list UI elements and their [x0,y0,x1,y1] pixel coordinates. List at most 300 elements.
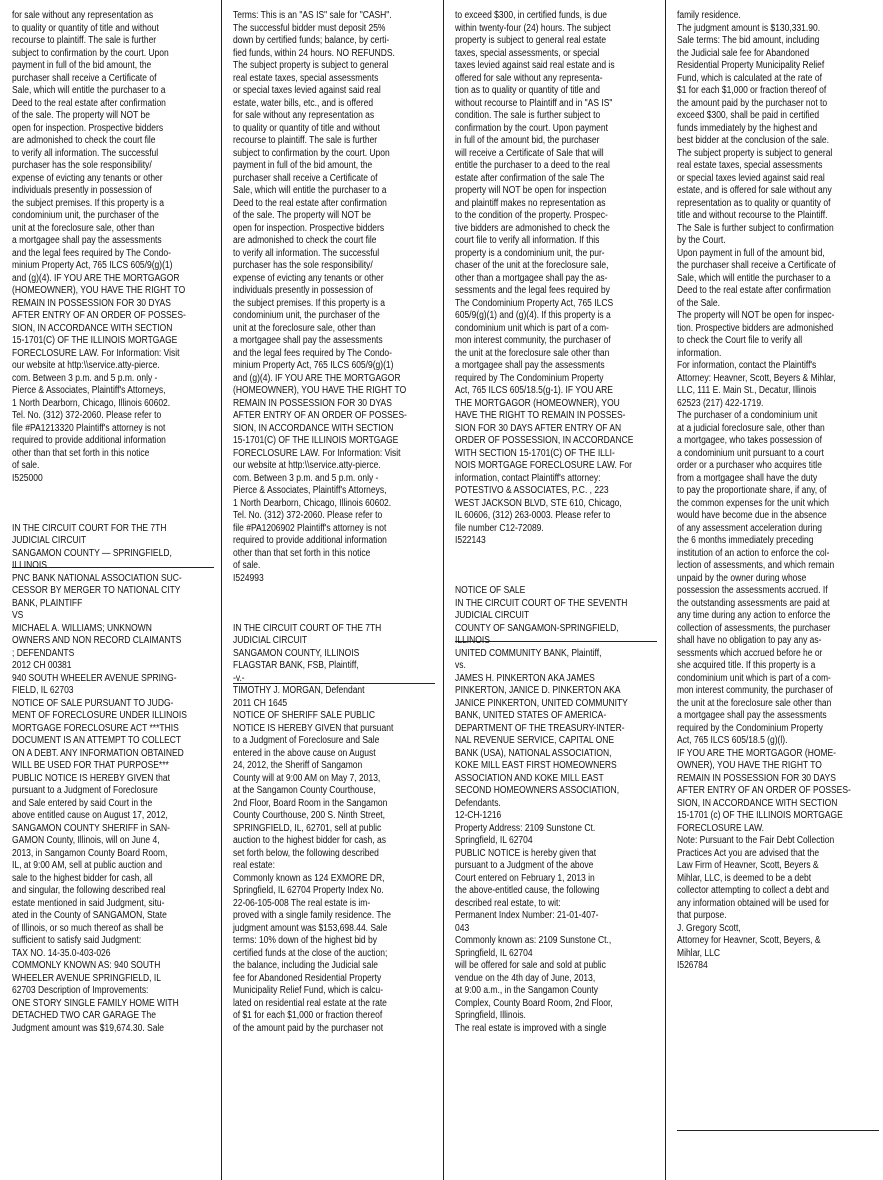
text-line: the 6 months immediately preceding [677,535,814,546]
text-line: PNC BANK NATIONAL ASSOCIATION SUC- [12,572,182,584]
text-line: the above-entitled cause, the following [455,885,600,896]
text-line: of the amount paid by the purchaser not [233,1022,384,1034]
text-line: proved with a single family residence. The [233,910,391,921]
text-line: certified funds at the close of the auction; [233,947,388,959]
text-line: to quality or quantity of title and without [233,122,380,134]
text-line: IN THE CIRCUIT COURT OF THE 7TH [233,622,382,634]
text-line: REMAIN IN POSSESSION FOR 30 DAYS [677,772,836,784]
text-line: Defendants. [455,797,501,809]
text-line: Court entered on February 1, 2013 in [455,872,595,884]
text-line [12,498,214,511]
text-line: 2011 CH 1645 [233,697,288,709]
text-line: 2013, in Sangamon County Board Room, [12,847,168,859]
text-line: title and without recourse to the Plaintiff. [677,210,828,221]
text-line: of the sale. The property will NOT be [12,110,151,121]
text-line: a mortgagee shall pay the assessments [455,360,605,371]
text-line: FLAGSTAR BANK, FSB, Plaintiff, [233,660,359,671]
text-line: COUNTY OF SANGAMON-SPRINGFIELD, [455,622,619,634]
column-divider [443,0,444,1180]
text-line: HAVE THE RIGHT TO REMAIN IN POSSES- [455,410,626,421]
text-line: the Judicial sale fee for Abandoned [677,47,810,59]
text-line: collection of assessments, the purchaser [677,622,831,634]
text-line: 24, 2012, the Sheriff of Sangamon [233,760,363,771]
text-line: information, contact Plaintiff's attorney: [455,472,601,484]
text-line: described real estate, to wit: [455,897,561,909]
text-line: to check the Court file to verify all [677,335,803,346]
text-line: chaser of the unit at the foreclosure sale, [455,260,609,271]
text-line: required to provide additional information [233,535,387,546]
column-divider [665,0,666,1180]
text-line: NOTICE OF SHERIFF SALE PUBLIC [233,710,376,721]
text-line: ONE STORY SINGLE FAMILY HOME WITH [12,997,179,1009]
text-line: JUDICIAL CIRCUIT [233,635,308,646]
text-line: file #PA1213320 Plaintiff's attorney is not [12,422,166,434]
text-line: from a mortgagee shall have the duty [677,472,818,484]
text-line: other than a mortgagee shall pay the as- [455,272,608,284]
text-line: Terms: This is an "AS IS" sale for "CASH". [233,10,392,21]
text-line: are admonished to check the court file [12,135,156,146]
text-line: Pierce & Associates, Plaintiff's Attorneys, [233,485,387,496]
text-line: ASSOCIATION AND KOKE MILL EAST [455,772,604,784]
text-line: tion. Prospective bidders are admonished [677,322,834,334]
text-line: GAMON County, Illinois, will on June 4, [12,835,160,846]
text-line: and the legal fees required by The Condo- [12,247,171,259]
text-line: Permanent Index Number: 21-01-407- [455,910,599,921]
text-line: (HOMEOWNER), YOU HAVE THE RIGHT TO [233,385,407,396]
text-line: confirmation by the court. Upon payment [455,122,608,134]
text-line: Deed to the real estate after confirmation [677,285,831,296]
text-line: AFTER ENTRY OF AN ORDER OF POSSES- [12,310,186,321]
text-line: that purpose. [677,910,727,921]
text-line: THE MORTGAGOR (HOMEOWNER), YOU [455,397,620,409]
text-line: REMAIN IN POSSESSION FOR 30 DYAS [233,397,392,409]
text-line: (HOMEOWNER), YOU HAVE THE RIGHT TO [12,285,186,296]
text-line: County Courthouse, 200 S. Ninth Street, [233,810,386,821]
text-line: JUDICIAL CIRCUIT [455,610,530,621]
text-line: for sale without any representation as [12,10,154,21]
text-line: will be offered for sale and sold at public [455,960,606,971]
text-line: Commonly known as 124 EXMORE DR, [233,872,385,884]
text-line: JAMES H. PINKERTON AKA JAMES [455,672,595,684]
notice-separator [677,1130,879,1131]
text-line: she acquired title. If this property is a [677,660,816,671]
text-line: Tel. No. (312) 372-2060. Please refer to [12,410,162,421]
text-line: TAX NO. 14-35.0-403-026 [12,947,111,959]
text-line: 15-1701(C) OF THE ILLINOIS MORTGAGE [12,335,178,346]
text-line: BANK (USA), NATIONAL ASSOCIATION, [455,747,612,759]
text-line: OWNERS AND NON RECORD CLAIMANTS [12,635,182,646]
text-line: NOTICE IS HEREBY GIVEN that pursuant [233,722,394,734]
text-line: Tel. No. (312) 372-2060. Please refer to [233,510,383,521]
text-line: Residential Property Municipality Relief [677,60,825,71]
text-line: purchaser shall receive a Certificate of [12,72,157,84]
text-line: Springfield, IL 62704 [455,835,533,846]
text-line: COMMONLY KNOWN AS: 940 SOUTH [12,960,161,971]
text-line: IL, at 9:00 AM, sell at public auction and [12,860,163,871]
text-line: DEPARTMENT OF THE TREASURY-INTER- [455,722,625,734]
text-line: Fund, which is calculated at the rate of [677,72,822,84]
text-line: For information, contact the Plaintiff's [677,360,817,371]
text-line: of sale. [12,460,40,471]
text-line: Municipality Relief Fund, which is calcu- [233,985,384,996]
text-line: The successful bidder must deposit 25% [233,22,386,34]
text-line: SION, IN ACCORDANCE WITH SECTION [12,322,173,334]
text-line: Springfield, IL 62704 Property Index No. [233,885,384,896]
text-line: REMAIN IN POSSESSION FOR 30 DYAS [12,297,171,309]
text-line: the purchaser shall receive a Certificate of [677,260,836,271]
text-line: 22-06-105-008 The real estate is im- [233,897,371,909]
text-line: Sale, which will entitle the purchaser to a [12,85,166,96]
text-line: a mortgagee shall pay the assessments [233,335,383,346]
text-line: at 9:00 a.m., in the Sangamon County [455,985,599,996]
text-line: our website at http:\\service.atty-pierce. [233,460,381,471]
text-line: of the Sale. [677,297,720,309]
text-line: to a Judgment of Foreclosure and Sale [233,735,380,746]
text-line: sessments which accrued before he or [677,647,823,659]
text-line: and singular, the following described real [12,885,166,896]
text-line: property is subject to general real estate [455,35,607,46]
text-line: at a judicial foreclosure sale, other than [677,422,825,434]
text-line: SANGAMON COUNTY, ILLINOIS [233,647,360,659]
text-line: minium Property Act, 765 ILCS 605/9(g)(1) [233,360,394,371]
text-line: estate after confirmation of the sale The [455,172,605,184]
text-line: will receive a Certificate of Sale that will [455,147,604,159]
text-line: recourse to plaintiff. The sale is further [12,35,157,46]
text-line: court file to verify all information. If this [455,235,600,246]
text-line: offered for sale without any representa- [455,72,603,84]
text-line: exceed $300, shall be paid in certified [677,110,820,121]
text-line: required by The Condominium Property [455,372,604,384]
text-line: entitle the purchaser to a deed to the real [455,160,610,171]
text-line: JANICE PINKERTON, UNITED COMMUNITY [455,697,628,709]
text-line: payment in full of the bid amount, the [12,60,152,71]
text-line: purchaser has the sole responsibility/ [233,260,373,271]
text-line: vendue on the 4th day of June, 2013, [455,972,596,984]
text-line [12,510,214,523]
text-line: 15-1701(C) OF THE ILLINOIS MORTGAGE [233,435,399,446]
text-line: subject to confirmation by the court. Upon [233,147,390,159]
text-line: 1 North Dearborn, Chicago, Illinois 60602. [233,497,392,509]
text-line: The subject property is subject to general [677,147,833,159]
text-line: VS [12,610,24,621]
text-line: 15-1701 (c) OF THE ILLINOIS MORTGAGE [677,810,843,821]
text-line: expense of evicting any tenants or other [233,272,384,284]
text-line: com. Between 3 p.m. and 5 p.m. only - [233,472,379,484]
text-line: Act, 765 ILCS 605/18.5(g-1). IF YOU ARE [455,385,613,396]
text-line: condominium unit which is part of a com- [677,672,831,684]
text-line: real estate: [233,860,276,871]
text-line: pursuant to a Judgment of Foreclosure [12,785,158,796]
text-line: tive bidders are admonished to check the [455,222,610,234]
text-line [455,548,657,561]
text-line: real estate taxes, special assessments [233,72,379,84]
text-line: and Sale entered by said Court in the [12,797,153,809]
text-line: SECOND HOMEOWNERS ASSOCIATION, [455,785,620,796]
text-line: I524993 [233,572,264,584]
text-line: ORDER OF POSSESSION, IN ACCORDANCE [455,435,634,446]
text-line: would have become due in the absence [677,510,827,521]
text-line: SPRINGFIELD, IL, 62701, sell at public [233,822,382,834]
text-line: The judgment amount is $130,331.90. [677,22,821,34]
text-line: ated in the County of SANGAMON, State [12,910,167,921]
text-line: file #PA1206902 Plaintiff's attorney is not [233,522,387,534]
text-line: BANK, PLAINTIFF [12,597,83,609]
text-line: I525000 [12,472,43,484]
text-line: purchaser has the sole responsibility/ [12,160,152,171]
text-line: 62523 (217) 422-1719. [677,397,764,409]
text-line: FORECLOSURE LAW. For Information: Visit [12,347,180,359]
text-line: Upon payment in full of the amount bid, [677,247,825,259]
text-line: of sale. [233,560,261,571]
text-line: fee for Abandoned Residential Property [233,972,382,984]
text-line: I526784 [677,960,708,971]
text-line: Pierce & Associates, Plaintiff's Attorneys, [12,385,166,396]
text-line: sufficient to satisfy said Judgment: [12,935,142,946]
text-line: payment in full of the bid amount, the [233,160,373,171]
text-line: collector attempting to collect a debt and [677,885,830,896]
text-line: condominium unit which is part of a com- [455,322,609,334]
text-line: property is a condominium unit, the pur- [455,247,605,259]
column-4 [677,10,879,973]
text-line: a condominium unit pursuant to a court [677,447,824,459]
text-line: of Illinois, or so much thereof as shall be [12,922,164,934]
text-line: order or a purchaser who acquires title [677,460,822,471]
text-line: condition. The sale is further subject to [455,110,601,121]
text-line: terms: 10% down of the highest bid by [233,935,377,946]
text-line: to verify all information. The successful [12,147,159,159]
text-line: a mortgagee shall pay the assessments [677,710,827,721]
text-line: estate, water bills, etc., and is offered [233,97,374,109]
text-line: Practices Act you are advised that the [677,847,820,859]
text-line: other than that set forth in this notice [12,447,150,459]
text-line: sale to the highest bidder for cash, all [12,872,153,884]
text-line: ILLINOIS [12,560,47,571]
text-line: required to provide additional information [12,435,166,446]
text-line: and (g)(4). IF YOU ARE THE MORTGAGOR [12,272,180,284]
text-line: Deed to the real estate after confirmation [233,197,387,209]
text-line: the common expenses for the unit which [677,497,830,509]
text-line: Sale, which will entitle the purchaser to a [233,185,387,196]
text-line: Attorney: Heavner, Scott, Beyers & Mihlar, [677,372,836,384]
text-line: open for inspection. Prospective bidders [12,122,164,134]
text-line: estate, and is offered for sale without any [677,185,832,196]
text-line: subject to confirmation by the court. Upon [12,47,169,59]
text-line: required by the Condominium Property [677,722,823,734]
text-line: mon interest community, the purchaser of [677,685,833,696]
text-line: our website at http:\\service.atty-pierce. [12,360,160,371]
text-line: are admonished to check the court file [233,235,377,246]
text-line: sessments and the legal fees required by [455,285,610,296]
text-line: or special taxes levied against said real [677,172,825,184]
text-line: Act, 765 ILCS 605/18.5 (g)(l). [677,735,788,746]
text-line: 2nd Floor, Board Room in the Sangamon [233,797,388,809]
text-line: Mihlar, LLC, is deemed to be a debt [677,872,812,884]
text-line [455,560,657,573]
text-line: MENT OF FORECLOSURE UNDER ILLINOIS [12,710,187,721]
text-line: of $1 for each $1,000 or fraction thereof [233,1010,383,1021]
text-line: to the condition of the property. Prospec- [455,210,608,221]
text-line: NAL REVENUE SERVICE, CAPITAL ONE [455,735,615,746]
text-line: the balance, including the Judicial sale [233,960,378,971]
text-line: TIMOTHY J. MORGAN, Defendant [233,685,365,696]
text-line: 043 [455,922,470,934]
column-divider [221,0,222,1180]
text-line: AFTER ENTRY OF AN ORDER OF POSSES- [677,785,851,796]
text-line: MORTGAGE FORECLOSURE ACT ***THIS [12,722,179,734]
text-line: judgment amount was $153,698.44. Sale [233,922,388,934]
text-line: down by certified funds; balance, by certi- [233,35,390,46]
text-line: ON A DEBT. ANY INFORMATION OBTAINED [12,747,184,759]
text-line: open for inspection. Prospective bidders [233,222,385,234]
text-line: other than that set forth in this notice [233,547,371,559]
text-line: Attorney for Heavner, Scott, Beyers, & [677,935,821,946]
text-line: FIELD, IL 62703 [12,685,74,696]
text-line: I522143 [455,535,486,546]
text-line: 62703 Description of Improvements: [12,985,149,996]
text-line: MICHAEL A. WILLIAMS; UNKNOWN [12,622,152,634]
text-line: WHEELER AVENUE SPRINGFIELD, IL [12,972,161,984]
text-line: possession the assessments accrued. If [677,585,828,596]
text-line: 12-CH-1216 [455,810,502,821]
text-line: Judgment amount was $19,674.30. Sale [12,1022,165,1034]
text-line: for sale without any representation as [233,110,375,121]
text-line: com. Between 3 p.m. and 5 p.m. only - [12,372,158,384]
text-line: the outstanding assessments are paid at [677,597,830,609]
text-line: unit at the foreclosure sale, other than [12,222,155,234]
text-line: and the legal fees required by The Condo- [233,347,392,359]
text-line: real estate taxes, special assessments [677,160,823,171]
text-line: Springfield, IL 62704 [455,947,533,959]
text-line: WILL BE USED FOR THAT PURPOSE*** [12,760,169,771]
text-line: information. [677,347,722,359]
text-line: vs. [455,660,466,671]
text-line: expense of evicting any tenants or other [12,172,163,184]
text-line: FORECLOSURE LAW. [677,822,764,834]
text-line: taxes, special assessments, or special [455,47,600,59]
text-line: 1 North Dearborn, Chicago, Illinois 60602. [12,397,171,409]
text-line: condominium unit, the purchaser of the [233,310,380,321]
text-line: SION, IN ACCORDANCE WITH SECTION [677,797,838,809]
text-line: or special taxes levied against said real [233,85,381,96]
text-line: IL 60606, (312) 263-0003. Please refer to [455,510,611,521]
text-line: UNITED COMMUNITY BANK, Plaintiff, [455,647,602,659]
text-line: without recourse to Plaintiff and in "AS IS" [455,97,613,109]
text-line: DOCUMENT IS AN ATTEMPT TO COLLECT [12,735,182,746]
text-line [455,573,657,586]
text-line: individuals presently in possession of [233,285,373,296]
text-line: file number C12-72089. [455,522,544,534]
text-line: County will at 9:00 AM on May 7, 2013, [233,772,381,784]
text-line [233,598,435,611]
text-line: of any assessment acceleration during [677,522,822,534]
text-line: the subject premises. If this property is a [233,297,385,309]
text-line: IN THE CIRCUIT COURT OF THE SEVENTH [455,597,628,609]
text-line: purchaser shall receive a Certificate of [233,172,378,184]
text-line: Deed to the real estate after confirmation [12,97,166,109]
text-line: condominium unit, the purchaser of the [12,210,159,221]
text-line: to verify all information. The successful [233,247,380,259]
text-line: in full of the amount bid, the purchaser [455,135,600,146]
text-line: set forth below, the following described [233,847,379,859]
text-line: LLC, 111 E. Main St., Decatur, Illinois [677,385,817,396]
text-line: individuals presently in possession of [12,185,152,196]
text-line: the unit at the foreclosure sale other than [677,697,832,709]
text-line: ; DEFENDANTS [12,647,75,659]
text-line: a mortgagee shall pay the assessments [12,235,162,246]
text-line: PUBLIC NOTICE IS HEREBY GIVEN that [12,772,170,784]
text-line: taxes levied against said real estate and is [455,60,615,71]
text-line: and (g)(4). IF YOU ARE THE MORTGAGOR [233,372,401,384]
text-line: DETACHED TWO CAR GARAGE The [12,1010,156,1021]
text-line: The subject property is subject to general [233,60,389,71]
text-line: BANK, UNITED STATES OF AMERICA- [455,710,607,721]
text-line: Note: Pursuant to the Fair Debt Collection [677,835,835,846]
text-line: NOTICE OF SALE [455,585,526,596]
text-line: $1 for each $1,000 or fraction thereof of [677,85,827,96]
text-line: IN THE CIRCUIT COURT FOR THE 7TH [12,522,167,534]
text-line: JUDICIAL CIRCUIT [12,535,87,546]
text-line: The property will NOT be open for inspec- [677,310,835,321]
text-line: The real estate is improved with a single [455,1022,607,1034]
column-3 [455,10,657,1035]
text-line: the amount paid by the purchaser not to [677,97,828,109]
text-line: SANGAMON COUNTY SHERIFF in SAN- [12,822,170,834]
text-line: The Condominium Property Act, 765 ILCS [455,297,614,309]
text-line: WEST JACKSON BLVD, STE 610, Chicago, [455,497,622,509]
text-line: the subject premises. If this property is a [12,197,164,209]
text-line: 605/9(g)(1) and (g)(4). If this property is a [455,310,611,321]
text-line: Law Firm of Heavner, Scott, Beyers & [677,860,819,871]
text-line: to exceed $300, in certified funds, is due [455,10,608,21]
text-line: Complex, County Board Room, 2nd Floor, [455,997,613,1009]
text-line: The Sale is further subject to confirmation [677,222,834,234]
text-line: any information obtained will be used for [677,897,830,909]
text-line: Springfield, Illinois. [455,1010,526,1021]
text-line: property will NOT be open for inspection [455,185,607,196]
text-line: WITH SECTION 15-1701(C) OF THE ILLI- [455,447,615,459]
text-line: tion as to quality or quantity of title and [455,85,600,96]
text-line: entered in the above cause on August [233,747,376,759]
text-line: 940 SOUTH WHEELER AVENUE SPRING- [12,672,177,684]
text-line: Mihlar, LLC [677,947,720,959]
text-line: at the Sangamon County Courthouse, [233,785,376,796]
text-line: PUBLIC NOTICE is hereby given that [455,847,597,859]
text-line: above entitled cause on August 17, 2012, [12,810,168,821]
text-line: fied funds, within 24 hours. NO REFUNDS. [233,47,395,59]
text-line: by the Court. [677,235,726,246]
text-line: J. Gregory Scott, [677,922,741,934]
text-line: lection of assessments, and which remain [677,560,835,571]
text-line: AFTER ENTRY OF AN ORDER OF POSSES- [233,410,407,421]
text-line: -v.- [233,672,245,684]
text-line: to quality or quantity of title and without [12,22,159,34]
text-line: IF YOU ARE THE MORTGAGOR (HOME- [677,747,837,759]
text-line: mon interest community, the purchaser of [455,335,611,346]
text-line: funds immediately by the highest and [677,122,818,134]
text-line: Sale terms: The bid amount, including [677,35,820,46]
text-line [233,610,435,623]
text-line: The purchaser of a condominium unit [677,410,818,421]
text-line: Commonly known as: 2109 Sunstone Ct., [455,935,612,946]
text-line: SANGAMON COUNTY — SPRINGFIELD, [12,547,172,559]
column-1 [12,10,214,1035]
text-line: a mortgagee, who takes possession of [677,435,822,446]
text-line: best bidder at the conclusion of the sale. [677,135,830,146]
text-line: estate mentioned in said Judgment, situ- [12,897,165,909]
text-line [233,585,435,598]
text-line: POTESTIVO & ASSOCIATES, P.C. , 223 [455,485,609,496]
text-line: minium Property Act, 765 ILCS 605/9(g)(1) [12,260,173,271]
